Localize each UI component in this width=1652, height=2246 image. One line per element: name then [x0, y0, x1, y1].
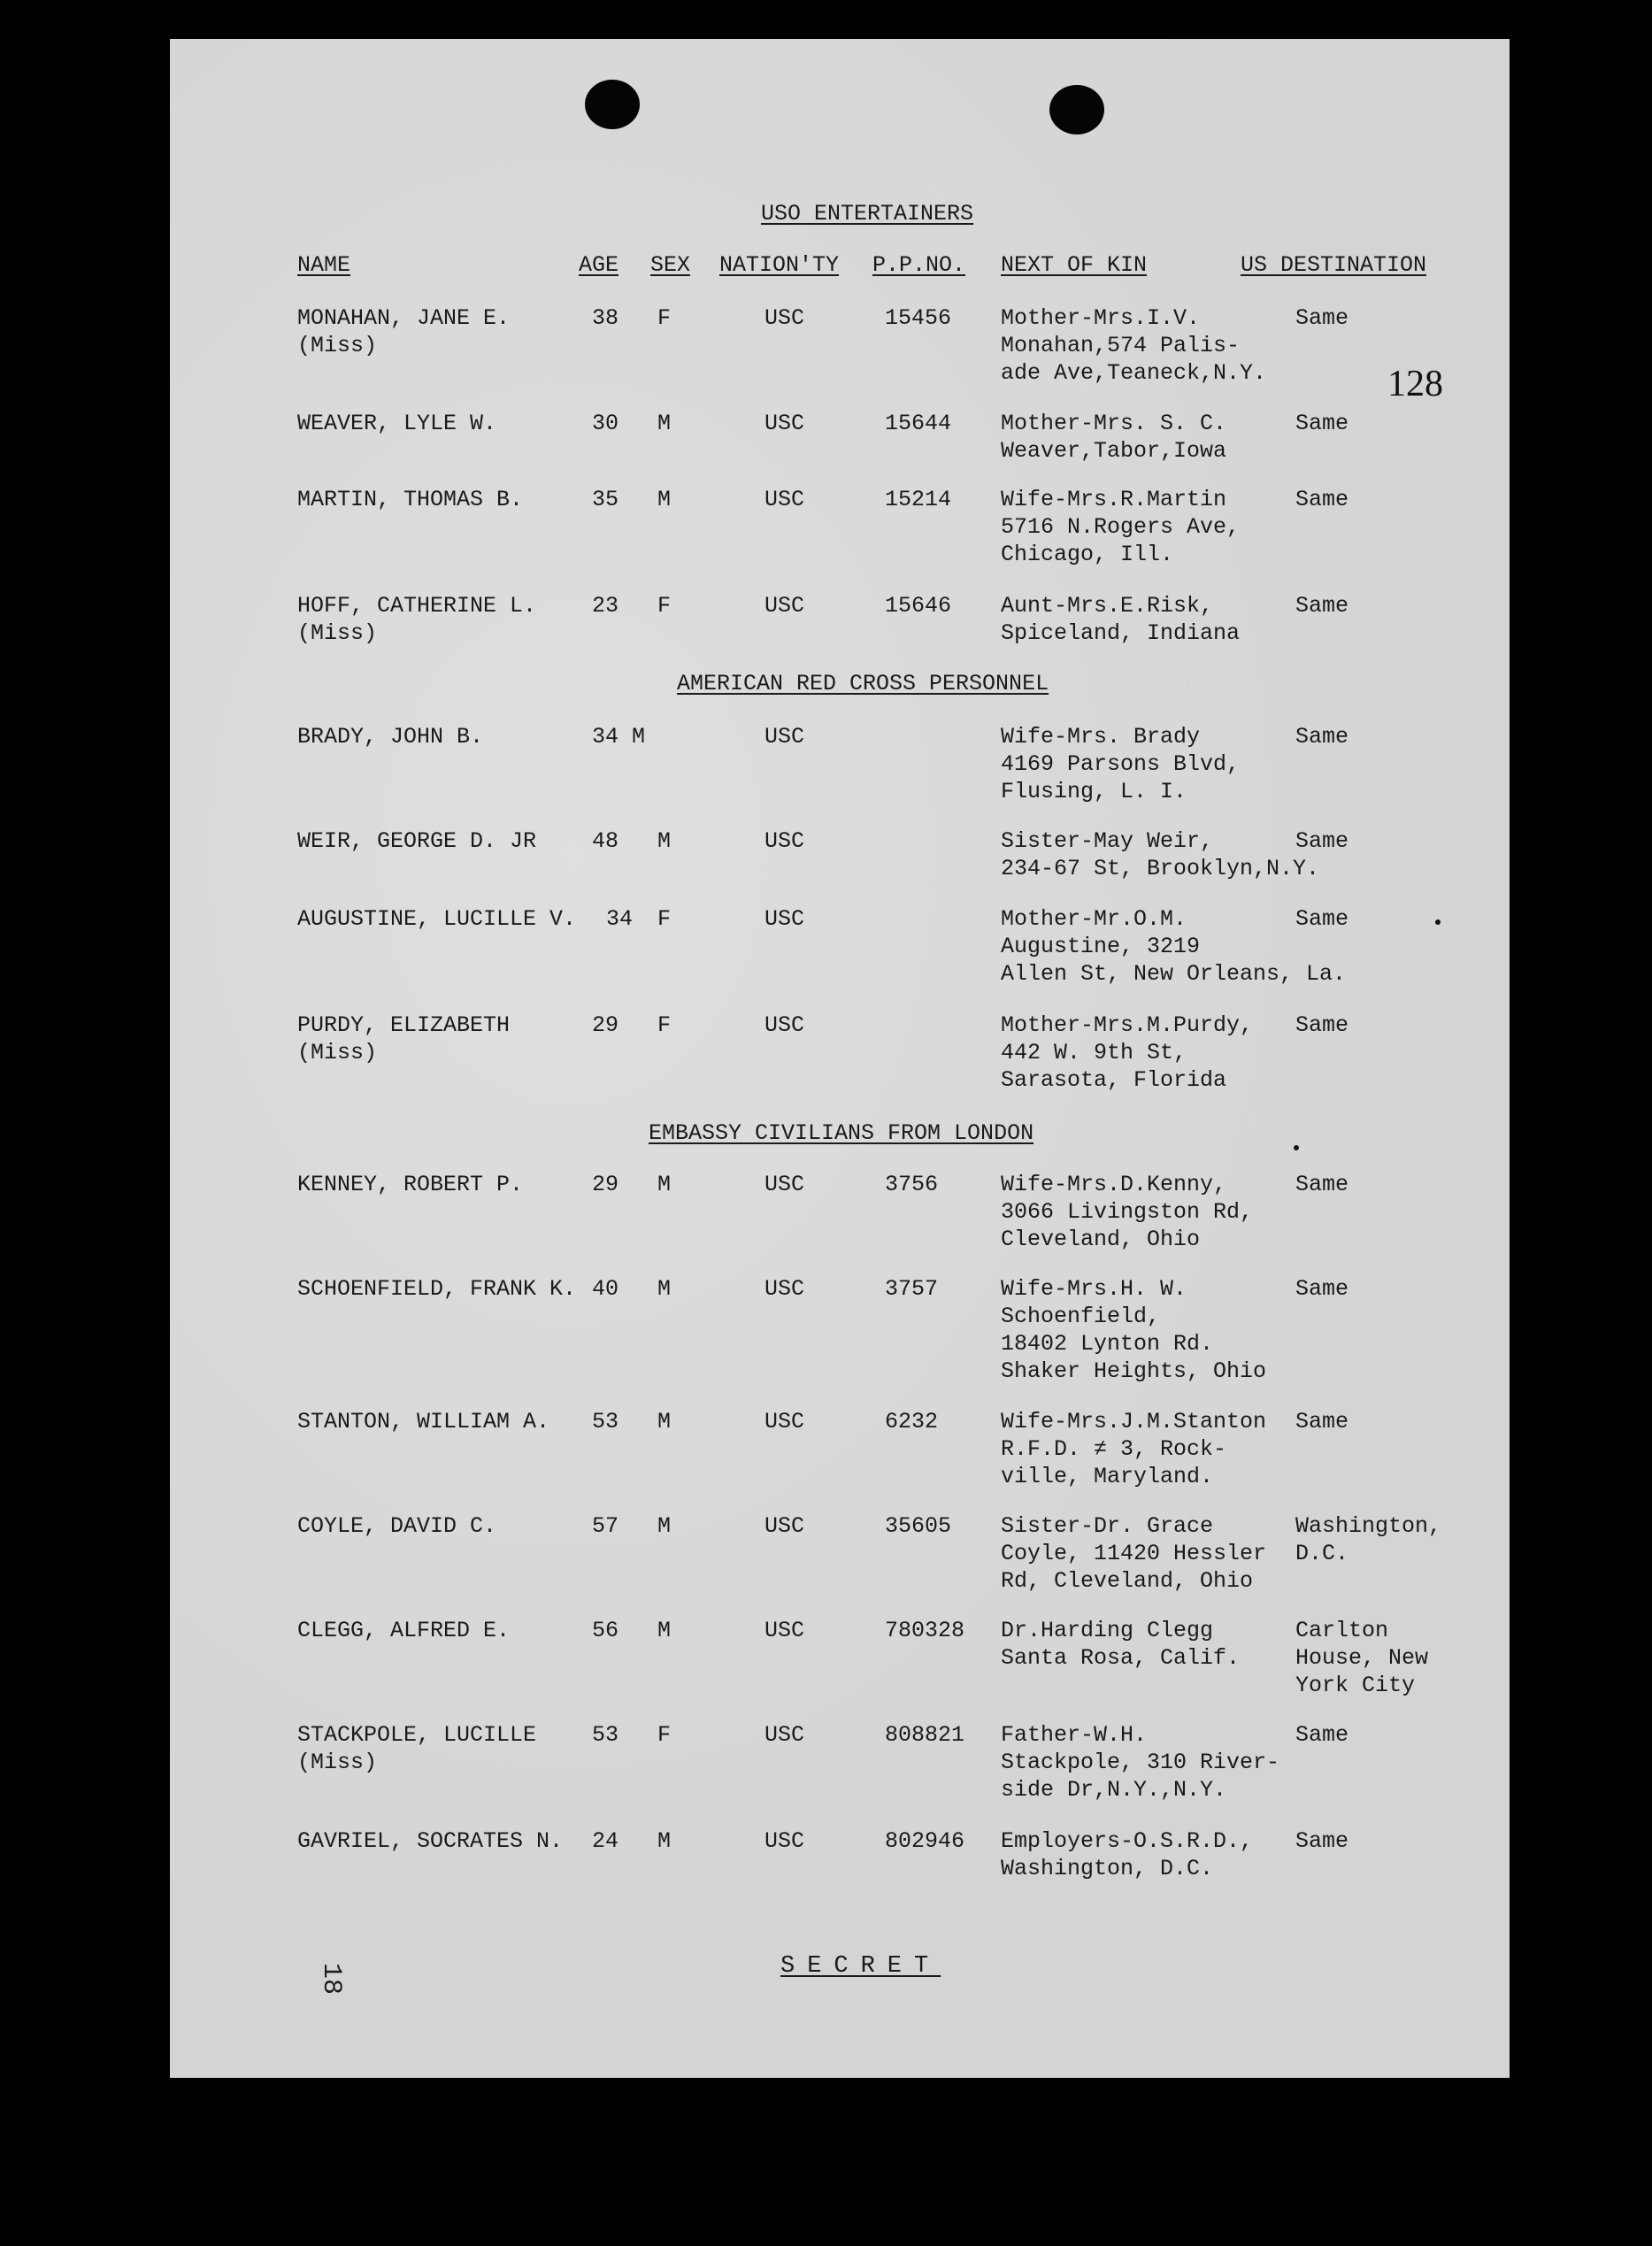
- cell-name: STACKPOLE, LUCILLE (Miss): [297, 1722, 537, 1775]
- section-title-red-cross: AMERICAN RED CROSS PERSONNEL: [677, 671, 1049, 696]
- cell-passport: 3757: [885, 1276, 939, 1302]
- cell-nationality: USC: [765, 487, 805, 512]
- header-nationality: NATION'TY: [719, 252, 840, 278]
- cell-name: MARTIN, THOMAS B.: [297, 487, 524, 512]
- cell-name: GAVRIEL, SOCRATES N.: [297, 1828, 564, 1854]
- cell-name: WEAVER, LYLE W.: [297, 411, 497, 436]
- cell-passport: 3756: [885, 1172, 939, 1197]
- cell-passport: 6232: [885, 1409, 939, 1435]
- cell-nationality: USC: [765, 593, 805, 619]
- cell-passport: 15646: [885, 593, 952, 619]
- cell-next-of-kin: Wife-Mrs.H. W. Schoenfield, 18402 Lynton Rd. Shaker Heights, Ohio: [1001, 1276, 1267, 1384]
- cell-sex: F: [657, 906, 672, 932]
- cell-passport: 15456: [885, 305, 952, 331]
- cell-next-of-kin: Employers-O.S.R.D., Washington, D.C.: [1001, 1828, 1254, 1881]
- cell-name: PURDY, ELIZABETH (Miss): [297, 1012, 511, 1065]
- page-number: 128: [1387, 364, 1443, 404]
- cell-destination: Same: [1295, 411, 1349, 436]
- cell-destination: Carlton House, New York City: [1295, 1618, 1429, 1698]
- cell-sex: F: [657, 305, 672, 331]
- cell-name: CLEGG, ALFRED E.: [297, 1618, 511, 1643]
- cell-destination: Same: [1295, 1722, 1349, 1748]
- cell-nationality: USC: [765, 1409, 805, 1435]
- cell-age: 48: [592, 828, 619, 854]
- cell-passport: 15644: [885, 411, 952, 436]
- cell-next-of-kin: Wife-Mrs.R.Martin 5716 N.Rogers Ave, Chicago, Ill.: [1001, 487, 1241, 567]
- cell-next-of-kin: Wife-Mrs. Brady 4169 Parsons Blvd, Flusing, L. I.: [1001, 724, 1241, 804]
- header-next-of-kin: NEXT OF KIN: [1001, 252, 1148, 278]
- cell-name: SCHOENFIELD, FRANK K.: [297, 1276, 577, 1302]
- cell-name: KENNEY, ROBERT P.: [297, 1172, 524, 1197]
- section-title-uso: USO ENTERTAINERS: [761, 201, 974, 227]
- cell-passport: 780328: [885, 1618, 965, 1643]
- cell-next-of-kin: Mother-Mr.O.M. Augustine, 3219 Allen St, New Orleans, La.: [1001, 906, 1347, 987]
- cell-age: 57: [592, 1513, 619, 1539]
- document-page: [170, 39, 1510, 2078]
- cell-age: 40: [592, 1276, 619, 1302]
- header-name: NAME: [297, 252, 351, 278]
- cell-age: 29: [592, 1172, 619, 1197]
- cell-age: 53: [592, 1722, 619, 1748]
- cell-nationality: USC: [765, 724, 805, 750]
- classification-mark: SECRET: [780, 1953, 941, 1980]
- cell-destination: Washington, D.C.: [1295, 1513, 1442, 1566]
- cell-age: 53: [592, 1409, 619, 1435]
- cell-destination: Same: [1295, 487, 1349, 512]
- cell-next-of-kin: Father-W.H. Stackpole, 310 River- side Dr,N.Y.,N.Y.: [1001, 1722, 1280, 1803]
- cell-nationality: USC: [765, 411, 805, 436]
- cell-name: BRADY, JOHN B.: [297, 724, 484, 750]
- cell-destination: Same: [1295, 724, 1349, 750]
- cell-age: 56: [592, 1618, 619, 1643]
- cell-sex: M: [657, 1409, 672, 1435]
- cell-age: 29: [592, 1012, 619, 1038]
- cell-sex: M: [657, 1172, 672, 1197]
- cell-sex: F: [657, 1012, 672, 1038]
- cell-nationality: USC: [765, 305, 805, 331]
- cell-age: 35: [592, 487, 619, 512]
- cell-name: WEIR, GEORGE D. JR: [297, 828, 537, 854]
- cell-name: STANTON, WILLIAM A.: [297, 1409, 550, 1435]
- cell-next-of-kin: Wife-Mrs.J.M.Stanton R.F.D. ≠ 3, Rock- ville, Maryland.: [1001, 1409, 1267, 1489]
- punch-hole-left: [585, 80, 640, 129]
- cell-nationality: USC: [765, 1012, 805, 1038]
- cell-destination: Same: [1295, 1172, 1349, 1197]
- punch-hole-right: [1049, 85, 1104, 135]
- cell-sex: M: [657, 1276, 672, 1302]
- cell-destination: Same: [1295, 593, 1349, 619]
- cell-destination: Same: [1295, 1409, 1349, 1435]
- cell-nationality: USC: [765, 906, 805, 932]
- cell-name: MONAHAN, JANE E. (Miss): [297, 305, 511, 358]
- speck: [1435, 919, 1441, 925]
- cell-destination: Same: [1295, 1828, 1349, 1854]
- header-passport: P.P.NO.: [872, 252, 966, 278]
- cell-sex: M: [657, 411, 672, 436]
- cell-sex: M: [657, 1828, 672, 1854]
- cell-next-of-kin: Dr.Harding Clegg Santa Rosa, Calif.: [1001, 1618, 1241, 1671]
- cell-sex: M: [657, 1513, 672, 1539]
- cell-destination: Same: [1295, 906, 1349, 932]
- cell-name: AUGUSTINE, LUCILLE V.: [297, 906, 577, 932]
- header-age: AGE: [579, 252, 619, 278]
- footer-mark: 18: [316, 1963, 346, 1996]
- cell-next-of-kin: Mother-Mrs. S. C. Weaver,Tabor,Iowa: [1001, 411, 1227, 464]
- cell-destination: Same: [1295, 1012, 1349, 1038]
- cell-next-of-kin: Wife-Mrs.D.Kenny, 3066 Livingston Rd, Cleveland, Ohio: [1001, 1172, 1254, 1252]
- cell-sex: M: [657, 487, 672, 512]
- cell-next-of-kin: Aunt-Mrs.E.Risk, Spiceland, Indiana: [1001, 593, 1241, 646]
- cell-sex: F: [657, 1722, 672, 1748]
- speck: [1294, 1145, 1299, 1150]
- cell-age: 23: [592, 593, 619, 619]
- cell-destination: Same: [1295, 1276, 1349, 1302]
- cell-nationality: USC: [765, 1618, 805, 1643]
- cell-destination: Same: [1295, 305, 1349, 331]
- cell-age: 34: [606, 906, 634, 932]
- section-title-embassy: EMBASSY CIVILIANS FROM LONDON: [649, 1120, 1034, 1146]
- cell-nationality: USC: [765, 1513, 805, 1539]
- cell-nationality: USC: [765, 1722, 805, 1748]
- cell-destination: Same: [1295, 828, 1349, 854]
- cell-passport: 35605: [885, 1513, 952, 1539]
- cell-name: HOFF, CATHERINE L. (Miss): [297, 593, 537, 646]
- cell-next-of-kin: Mother-Mrs.I.V. Monahan,574 Palis- ade Ave,Teaneck,N.Y.: [1001, 305, 1267, 386]
- cell-passport: 808821: [885, 1722, 965, 1748]
- cell-next-of-kin: Sister-May Weir, 234-67 St, Brooklyn,N.Y.: [1001, 828, 1320, 881]
- cell-next-of-kin: Sister-Dr. Grace Coyle, 11420 Hessler Rd, Cleveland, Ohio: [1001, 1513, 1267, 1594]
- header-sex: SEX: [650, 252, 691, 278]
- cell-nationality: USC: [765, 1172, 805, 1197]
- cell-nationality: USC: [765, 828, 805, 854]
- cell-sex: M: [657, 828, 672, 854]
- cell-sex: M: [657, 1618, 672, 1643]
- cell-nationality: USC: [765, 1276, 805, 1302]
- cell-age: 38: [592, 305, 619, 331]
- cell-age: 30: [592, 411, 619, 436]
- cell-passport: 15214: [885, 487, 952, 512]
- cell-sex: F: [657, 593, 672, 619]
- cell-age: 34 M: [592, 724, 646, 750]
- header-us-destination: US DESTINATION: [1241, 252, 1427, 278]
- cell-nationality: USC: [765, 1828, 805, 1854]
- cell-passport: 802946: [885, 1828, 965, 1854]
- cell-next-of-kin: Mother-Mrs.M.Purdy, 442 W. 9th St, Sarasota, Florida: [1001, 1012, 1254, 1093]
- cell-name: COYLE, DAVID C.: [297, 1513, 497, 1539]
- cell-age: 24: [592, 1828, 619, 1854]
